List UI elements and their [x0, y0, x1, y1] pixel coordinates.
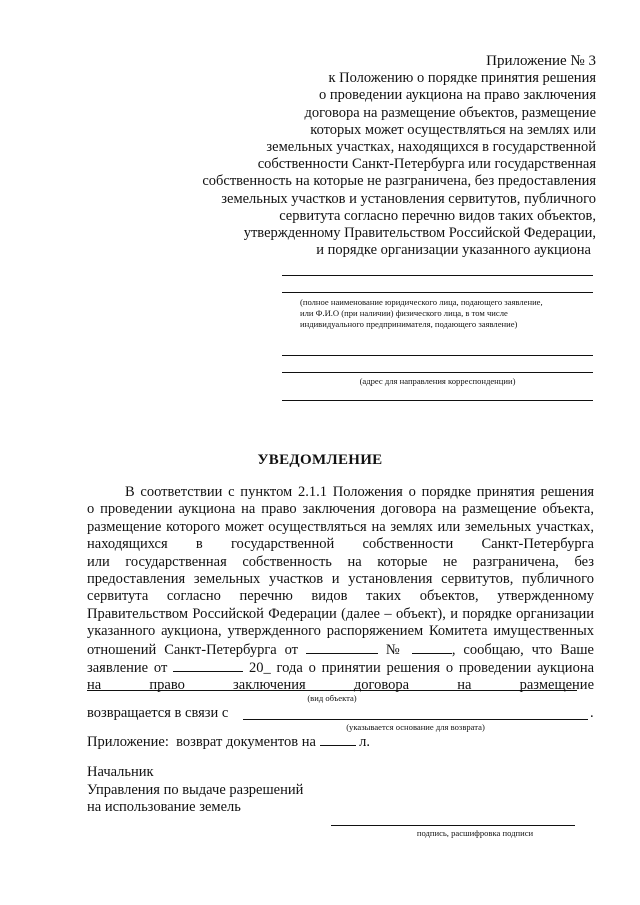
appendix-header [156, 53, 596, 259]
object-type-caption: (вид объекта) [307, 693, 357, 703]
signatory-department: Управления по выдаче разрешений [87, 781, 304, 798]
header-line: к Положению о порядке принятия решения [328, 70, 596, 87]
application-date-field[interactable] [173, 659, 243, 672]
returned-end: . [590, 705, 594, 721]
signatory-department: на использование земель [87, 799, 241, 815]
header-line: земельных участках, находящихся в государственной [266, 139, 596, 156]
body-row: о проведении аукциона на право заключения договора на размещение объекта, [87, 501, 594, 518]
attachment-unit: л. [359, 734, 371, 750]
body-row: размещение которого может осуществляться на землях или земельных участках, [87, 518, 594, 535]
header-line: и порядке организации указанного аукциона [316, 242, 591, 259]
header-line: собственности Санкт-Петербурга или государственная [257, 156, 596, 173]
header-line: которых может осуществляться на землях или [310, 121, 596, 138]
body-row: указанного аукциона, утвержденного распоряжением Комитета имущественных [87, 623, 594, 640]
address-line-2[interactable] [282, 372, 593, 373]
body-row: сервитута согласно перечню видов таких объектов, утвержденному [87, 588, 594, 605]
order-date-field[interactable] [306, 641, 378, 654]
header-line: утвержденному Правительством Российской Федерации, [243, 225, 596, 242]
body-row: на право заключения договора на размещение [87, 677, 594, 694]
addressee-name-line-2[interactable] [282, 292, 593, 293]
address-line-1[interactable] [282, 355, 593, 356]
object-type-line[interactable] [87, 690, 577, 691]
addressee-name-caption: (полное наименование юридического лица, подающего заявление, или Ф.И.О (при наличии) физического лица, в том числе индивидуального предпринимателя, подающего заявление) [300, 297, 543, 329]
return-reason-caption: (указывается основание для возврата) [346, 722, 485, 732]
header-line: о проведении аукциона на право заключения [319, 87, 596, 104]
header-line: земельных участков и установления сервитутов, публичного [221, 190, 596, 207]
order-number-field[interactable] [412, 641, 452, 654]
body-row: находящихся в государственной собственности Санкт-Петербурга [87, 536, 594, 553]
appendix-number: Приложение № 3 [486, 53, 596, 69]
attachment-line [87, 733, 370, 751]
body-row-application-date: заявление от 20_ года о принятии решения о проведении аукциона [87, 660, 595, 677]
signatory-title: Начальник [87, 764, 154, 780]
body-row: Правительством Российской Федерации (далее – объект), и порядке организации [87, 605, 594, 622]
notice-body [87, 484, 594, 695]
signatory-block [87, 764, 303, 817]
returned-label: возвращается в связи с [87, 705, 229, 721]
signature-caption: подпись, расшифровка подписи [416, 828, 534, 838]
address-caption: (адрес для направления корреспонденции) [359, 376, 516, 386]
return-reason-line[interactable] [243, 719, 588, 720]
header-line: собственность на которые не разграничена, без предоставления [202, 173, 596, 190]
header-line: сервитута согласно перечню видов таких объектов, [279, 207, 596, 224]
address-line-3[interactable] [282, 400, 593, 401]
signature-line[interactable] [331, 825, 575, 826]
sheet-count-field[interactable] [320, 733, 356, 746]
notice-title: УВЕДОМЛЕНИЕ [257, 452, 383, 468]
attachment-label: Приложение: [87, 734, 169, 750]
addressee-name-line-1[interactable] [282, 275, 593, 276]
header-line: договора на размещение объектов, размещение [304, 104, 596, 121]
body-row: В соответствии с пунктом 2.1.1 Положения о порядке принятия решения [125, 484, 594, 500]
body-row: предоставления земельных участков и установления сервитутов, публичного [87, 571, 594, 588]
body-row-order-date: отношений Санкт-Петербурга от № , сообщаю, что Ваше [87, 641, 594, 658]
body-row: или государственная собственность на которые не разграничена, без [87, 553, 594, 570]
attachment-text: возврат документов на [176, 734, 316, 750]
